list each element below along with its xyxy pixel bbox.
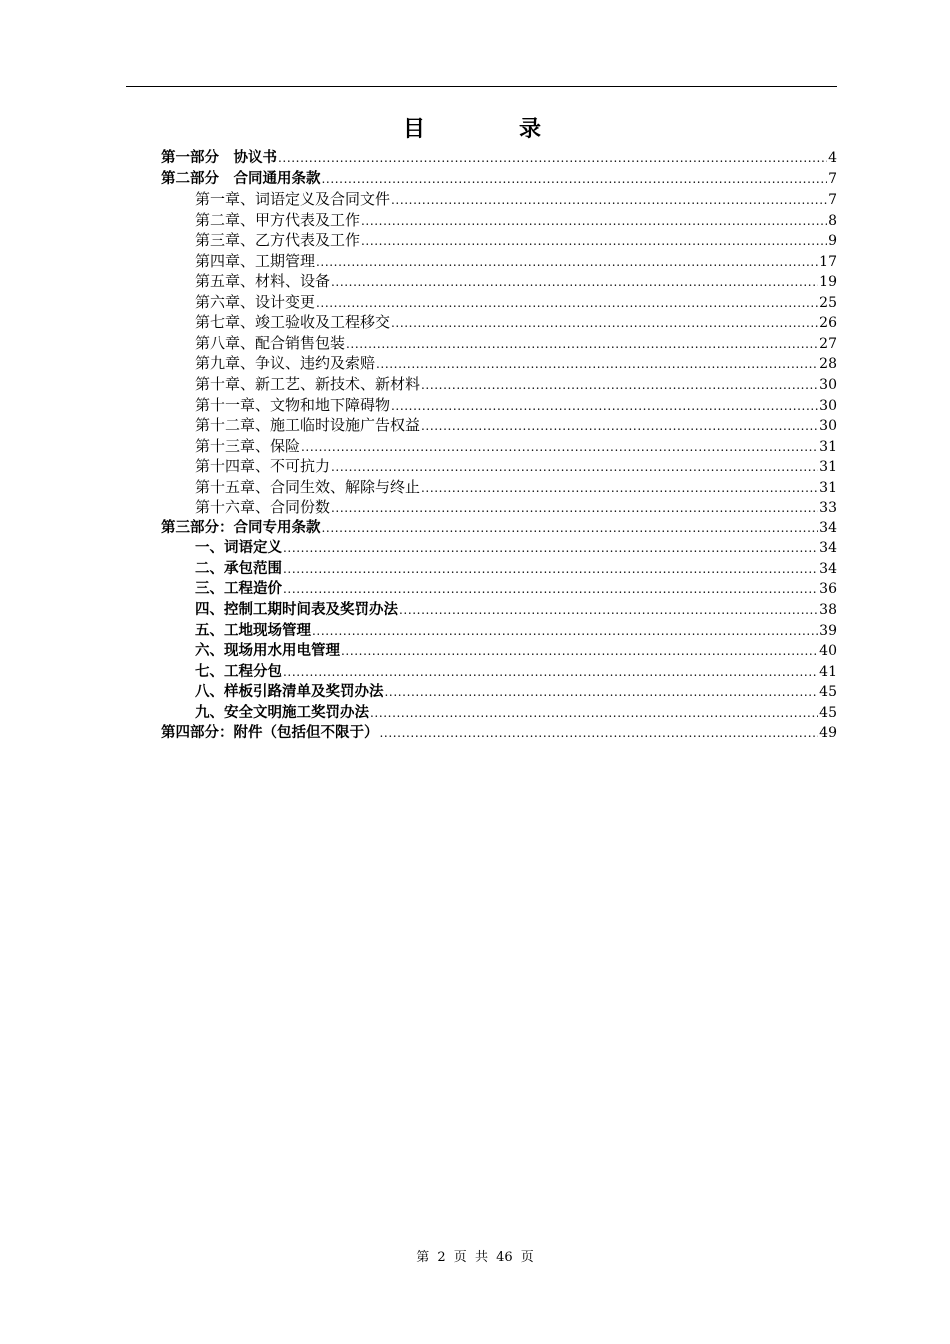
footer-prefix: 第 [416,1250,430,1265]
toc-entry-page: 17 [819,253,837,270]
toc-entry-page: 34 [819,540,837,557]
toc-entry-page: 41 [819,663,837,680]
toc-entry[interactable] [161,436,837,457]
toc-entry[interactable] [161,395,837,416]
toc-entry[interactable] [161,210,837,231]
footer-total-word: 共 [474,1250,488,1265]
toc-leader-dots [331,498,818,519]
footer-total-pages: 46 [496,1250,513,1265]
toc-leader-dots [283,662,818,683]
toc-leader-dots [331,272,818,293]
toc-entry-text: 九、安全文明施工奖罚办法 [195,704,369,721]
toc-entry-text: 八、样板引路清单及奖罚办法 [195,684,384,701]
toc-entry[interactable] [161,333,837,354]
toc-entry-page: 7 [828,170,837,187]
toc-entry[interactable] [161,600,837,621]
toc-leader-dots [322,518,819,539]
toc-entry-page: 31 [819,459,837,476]
toc-entry[interactable] [161,456,837,477]
toc-leader-dots [380,723,819,744]
toc-entry-page: 8 [828,212,837,229]
toc-entry-page: 45 [819,684,837,701]
toc-leader-dots [322,169,828,190]
header-rule [126,86,837,87]
toc-entry[interactable] [161,353,837,374]
toc-entry-page: 4 [828,150,837,166]
toc-entry-text: 第七章、竣工验收及工程移交 [195,313,391,332]
toc-entry-page: 45 [819,704,837,721]
toc-entry[interactable] [161,374,837,395]
toc-leader-dots [316,293,818,314]
toc-entry-page: 19 [819,274,837,291]
toc-entry-text: 一、词语定义 [195,540,282,557]
toc-entry-text: 第十四章、不可抗力 [195,457,331,476]
toc-entry-page: 30 [819,377,837,394]
toc-entry-page: 9 [828,233,837,250]
toc-entry[interactable] [161,251,837,272]
toc-leader-dots [391,396,818,417]
toc-entry-page: 36 [819,581,837,598]
toc-entry[interactable] [161,148,837,169]
toc-leader-dots [421,416,818,437]
toc-entry[interactable] [161,641,837,662]
toc-entry-text: 六、现场用水用电管理 [195,643,340,660]
toc-entry[interactable] [161,415,837,436]
toc-entry-text: 第十章、新工艺、新技术、新材料 [195,375,421,394]
toc-title: 目 录 [402,117,577,142]
toc-entry-page: 26 [819,315,837,332]
table-of-contents [161,148,837,744]
toc-leader-dots [391,190,827,211]
toc-entry-page: 40 [819,643,837,660]
toc-entry-page: 31 [819,479,837,496]
toc-entry[interactable] [161,477,837,498]
toc-leader-dots [385,682,819,703]
toc-entry-page: 49 [819,725,837,742]
toc-entry-text: 第一章、词语定义及合同文件 [195,190,391,209]
toc-leader-dots [399,600,818,621]
toc-entry-page: 30 [819,397,837,414]
toc-leader-dots [316,252,818,273]
toc-leader-dots [312,621,818,642]
toc-entry-page: 28 [819,356,837,373]
toc-entry-text: 第四章、工期管理 [195,251,316,270]
footer-suffix: 页 [520,1250,534,1265]
toc-entry[interactable] [161,230,837,251]
toc-entry-text: 三、工程造价 [195,581,282,598]
toc-entry-text: 第九章、争议、违约及索赔 [195,354,376,373]
toc-entry-text: 第八章、配合销售包装 [195,333,346,352]
toc-entry[interactable] [161,579,837,600]
toc-entry-text: 第五章、材料、设备 [195,272,331,291]
toc-leader-dots [370,703,818,724]
toc-leader-dots [376,354,818,375]
toc-entry[interactable] [161,169,837,190]
toc-entry-page: 31 [819,438,837,455]
toc-entry[interactable] [161,723,837,744]
toc-entry[interactable] [161,271,837,292]
footer-current-page: 2 [437,1250,446,1265]
toc-entry-page: 34 [819,560,837,577]
toc-entry[interactable] [161,292,837,313]
toc-leader-dots [341,641,818,662]
toc-entry[interactable] [161,703,837,724]
toc-entry[interactable] [161,662,837,683]
toc-entry[interactable] [161,189,837,210]
toc-entry-text: 二、承包范围 [195,560,282,577]
toc-leader-dots [278,148,827,169]
toc-entry[interactable] [161,497,837,518]
toc-entry[interactable] [161,518,837,539]
footer-page-word: 页 [453,1250,467,1265]
toc-leader-dots [421,375,818,396]
toc-leader-dots [283,579,818,600]
toc-entry[interactable] [161,682,837,703]
toc-entry-text: 第一部分 协议书 [161,150,277,166]
toc-entry-text: 第六章、设计变更 [195,292,316,311]
toc-entry-page: 30 [819,418,837,435]
toc-entry-text: 五、工地现场管理 [195,622,311,639]
toc-leader-dots [421,478,818,499]
toc-entry-page: 39 [819,622,837,639]
toc-entry-text: 第十六章、合同份数 [195,498,331,517]
toc-entry-text: 第十一章、文物和地下障碍物 [195,395,391,414]
toc-entry[interactable] [161,559,837,580]
toc-entry-page: 34 [819,519,837,536]
toc-entry-text: 第十五章、合同生效、解除与终止 [195,477,421,496]
toc-entry-text: 四、控制工期时间表及奖罚办法 [195,602,398,619]
toc-leader-dots [361,211,827,232]
toc-entry-page: 38 [819,602,837,619]
toc-entry-text: 第四部分：附件（包括但不限于） [161,725,379,742]
toc-entry-text: 第二章、甲方代表及工作 [195,210,361,229]
toc-leader-dots [283,559,818,580]
toc-entry-page: 33 [819,500,837,517]
toc-entry-text: 第十二章、施工临时设施广告权益 [195,416,421,435]
toc-leader-dots [361,231,827,252]
toc-entry-text: 第二部分 合同通用条款 [161,170,321,187]
toc-leader-dots [391,313,818,334]
toc-leader-dots [331,457,818,478]
toc-entry-text: 第三部分：合同专用条款 [161,519,321,536]
toc-entry[interactable] [161,621,837,642]
page-footer [0,1246,950,1265]
toc-entry[interactable] [161,538,837,559]
toc-entry-page: 27 [819,335,837,352]
toc-entry[interactable] [161,312,837,333]
toc-leader-dots [346,334,818,355]
toc-leader-dots [283,538,818,559]
toc-entry-text: 第十三章、保险 [195,436,301,455]
toc-entry-page: 25 [819,294,837,311]
toc-entry-page: 7 [828,192,837,209]
toc-entry-text: 七、工程分包 [195,663,282,680]
toc-entry-text: 第三章、乙方代表及工作 [195,231,361,250]
toc-leader-dots [301,437,818,458]
